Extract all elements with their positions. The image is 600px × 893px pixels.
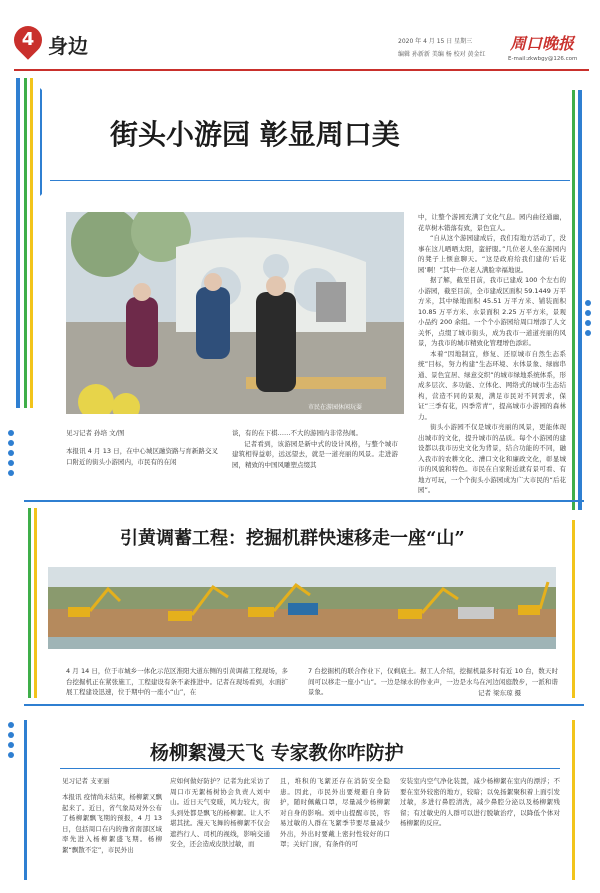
article3-yellow-bar	[572, 720, 575, 880]
article2-title: 引黄调蓄工程：挖掘机群快速移走一座“山”	[120, 528, 465, 549]
article1-title: 街头小游园 彰显周口美	[110, 118, 400, 151]
newspaper-masthead: 周口晚报	[510, 34, 575, 53]
article3-col1: 本报讯 疫情尚未结束，杨柳絮又飘起来了。近日，省气象局对外公布了杨柳絮飘飞期的预报，4 月 13 日，包括周口在内的豫省南部区域率先进入杨柳絮盛飞期。杨柳絮“飘散不定”，市民外出	[62, 793, 162, 854]
contact-email: E-mail:zkwbgy@126.com	[508, 56, 578, 62]
article3-title-rule	[60, 768, 560, 769]
right-green-bar	[572, 90, 575, 510]
issue-date: 2020 年 4 月 15 日 星期三	[398, 38, 473, 45]
article1-right-p2: “自从这个游园建成后，我们有地方活动了，没事在这儿晒晒太阳，蛮舒服。”几位老人坐在游园内的凳子上惬意聊天。“这是政府给我们建的‘后花园’啊！”其中一位老人满脸幸福地说。	[418, 234, 566, 274]
article3-byline: 见习记者 支亚丽	[62, 777, 110, 785]
left-blue-bar	[16, 78, 20, 408]
article1-title-rule	[50, 180, 570, 181]
excavator-photo	[48, 567, 556, 649]
left-green-bar	[24, 78, 27, 408]
article1-right-p3: 据了解，截至目前，我市已建成 100 个左右的小游园，截至目前，全市建成区面积 59.1449 万平方米，其中绿地面积 45.51 万平方米、铺装面积 10.85 万平方米、水景面积 2.25 万平方米，景观小品约 200 余组。一个个小游园给周口增添了人文关怀，点缀了城市街头，成为我市一道道亮丽的风景，为我市的城市精致化管理增色添彩。	[418, 276, 567, 347]
article1-lead: 本报讯 4 月 13 日，在中心城区融资路与育新路交叉口附近的街头小游园内，市民有的在闲	[66, 447, 218, 466]
article2-left-text: 4 月 14 日，位于市城乡一体化示范区淮阳大道东侧的引黄调蓄工程现场，多台挖掘机正在紧张施工，工程建设有条不紊推进中。记者在现场看到，水面扩展工程建设迅速，位于期中的一座小“山”，在	[66, 667, 288, 696]
photo1-caption: 市民在游园休闲玩耍	[308, 404, 363, 411]
article2-green-bar	[28, 508, 31, 698]
right-dot-column	[585, 300, 591, 340]
left-dot-column	[8, 430, 14, 480]
article1-byline: 见习记者 孙培 文/图	[66, 429, 125, 437]
page-number: 4	[21, 29, 35, 50]
left-yellow-bar	[30, 78, 33, 408]
article3-col3: 且，堆积的飞絮还存在消防安全隐患。因此，市民外出要规避自身防护，随时佩戴口罩，尽量减少杨柳絮对自身的影响。刘中山提醒市民，容易过敏的人群在飞絮季节要尽量减少外出，外出时要戴上密封性较好的口罩；关好门窗，有条件的可	[280, 777, 390, 848]
article1-paragraph: 记者看到，该游园是新中式的设计风格，与整个城市建筑相得益彰，远远望去，就是一道亮丽的风景。走进游园，精致的中国风雕塑点缀其	[232, 439, 398, 469]
article2-right-text: 7 台挖掘机的联合作业下，仅剩底土。据工人介绍，挖掘机最多时有近 10 台，数天时间可以移走一座小“山”。一边是绿水的作业声，一边是水鸟在河边闲庭散步，一派和谐景象。	[308, 667, 558, 696]
article2-yellow-bar	[34, 508, 37, 698]
article1-col2	[232, 428, 398, 470]
header-rule	[14, 69, 589, 71]
section-title: 身边	[48, 34, 88, 58]
article1-right-column	[418, 212, 566, 496]
bottom-left-dots	[8, 722, 14, 762]
article3-col2: 应如何做好防护？记者为此采访了周口市无絮杨树协会负责人刘中山。近日天气变暖，风力较大，街头到处都是飘飞的杨柳絮。让人不堪其扰。漫天飞舞的杨柳絮不仅会遮挡行人、司机的视线，影响交通安全，还会造成皮肤过敏，而	[170, 777, 270, 848]
article1-continuation: 谈，有的在下棋……不大的游园内非常热闹。	[232, 429, 362, 437]
article1-right-p4: 本着“因地制宜，修复、还原城市自然生态系统”目标，努力构建“生态环境、水体景象、绿廊串通、景色宜居、绿意交织”的城市绿地系统体系，形成多层次、多功能、立体化、网络式的城市生态结构，营造不同的景观，满足市民对不同需求，保证“三季有花，四季常青”，提高城市小游园的森林力。	[418, 349, 566, 421]
article2-photo-credit: 记者 梁东琼 摄	[478, 689, 522, 697]
article1-right-p1: 中，让整个游园充满了文化气息。园内曲径通幽，花草树木错落有致，景色宜人。	[418, 213, 566, 232]
editor-credits: 编辑 孙新新 美编 杨 校对 黄金红	[398, 51, 486, 58]
article3-col4: 安装室内空气净化装置，减少杨柳絮在室内的漂浮；不要在室外较密的地方，较暗；以免扬絮聚积着上面引发过敏，多进行鼻腔清洗，减少鼻腔分泌以及杨柳絮残留；有过敏史的人群可以进行脱敏治疗，以降低个体对杨柳絮的反应。	[400, 777, 560, 827]
article3-title: 杨柳絮漫天飞 专家教你咋防护	[150, 742, 404, 764]
park-photo	[66, 212, 404, 414]
article3-blue-bar	[24, 720, 27, 880]
right-blue-bar	[578, 90, 582, 510]
article1-right-p5: 街头小游园不仅是城市亮丽的风景，更能体现出城市的文化，提升城市的品质。每个小游园的建设都以我市历史文化为背景，结合功能的不同，融入我市的农耕文化、漕口文化和廉政文化，彰显城市的风貌和特色。市民在自家附近就有景可看、有地方可玩，一个个街头小游园成为广大市民的“后花园”。	[418, 423, 566, 494]
article2-right-yellow-bar	[572, 520, 575, 698]
